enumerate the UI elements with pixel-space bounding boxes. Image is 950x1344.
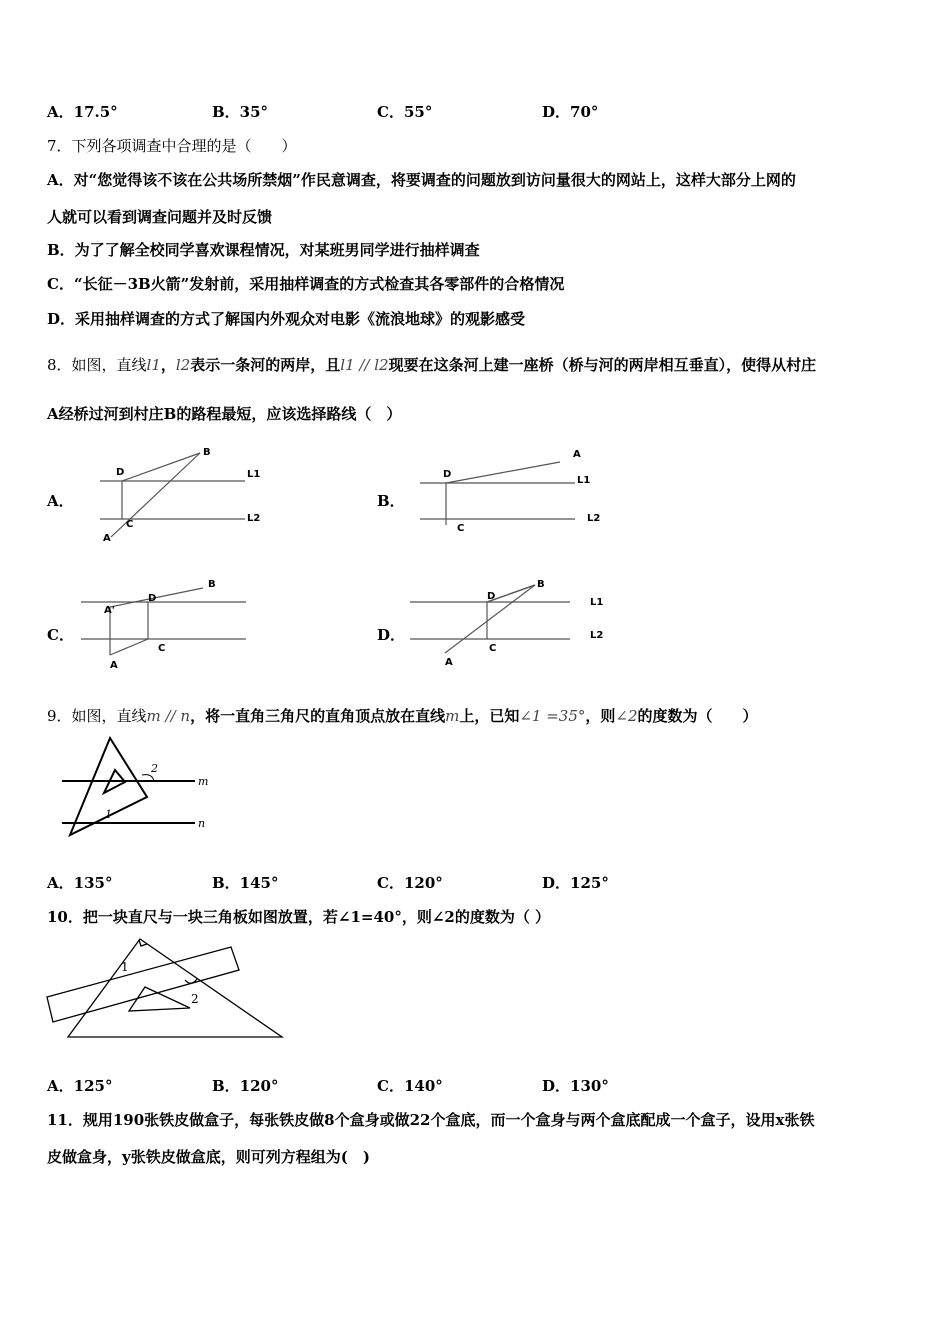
q8a-label-L1: L1: [247, 469, 261, 480]
q8a-label-A: A: [103, 533, 111, 544]
q7-stem: 7．下列各项调查中合理的是（ ）: [47, 137, 297, 155]
q8c-label-Aprime: A': [104, 605, 115, 616]
q9-line-m-label: m: [198, 775, 209, 788]
q10-option-b: B．120°: [212, 1077, 279, 1095]
q9-figure: [60, 735, 220, 845]
q9-text3: ，则: [585, 707, 616, 725]
q9-line-n-label: n: [198, 817, 206, 830]
q9-angle2-label: 2: [151, 762, 158, 775]
q8c-label-C: C: [158, 643, 166, 654]
q8c-label-A: A: [110, 660, 118, 671]
q8d-label-A: A: [445, 657, 453, 668]
q7-option-d: D．采用抽样调查的方式了解国内外观众对电影《流浪地球》的观影感受: [47, 310, 526, 328]
q9-m: m: [445, 707, 460, 725]
q8-l2: l2: [175, 356, 191, 374]
q9-angle2: ∠2: [615, 707, 638, 725]
q8-figure-b: [415, 445, 615, 545]
q9-angle1-label: 1: [105, 808, 112, 821]
q9-option-d: D．125°: [542, 874, 609, 892]
q8-label-a: A．: [47, 492, 74, 510]
q8b-label-D: D: [443, 469, 452, 480]
q8-number: 8．如图，直线: [47, 356, 147, 374]
q10-option-a: A．125°: [47, 1077, 113, 1095]
q10-stem: 10．把一块直尺与一块三角板如图放置，若∠1=40°，则∠2的度数为（ ）: [47, 908, 551, 926]
q9-option-b: B．145°: [212, 874, 279, 892]
q10-angle2-label: 2: [191, 992, 199, 1006]
q8-figure-a: [95, 445, 295, 545]
q11-stem-line1: 11．规用190张铁皮做盒子，每张铁皮做8个盒身或做22个盒底，而一个盒身与两个盒底配成一个盒子，设用x张铁: [47, 1111, 815, 1129]
q8a-label-C: C: [126, 519, 134, 530]
q8b-label-C: C: [457, 523, 465, 534]
q9-mn: m // n: [146, 707, 191, 725]
q9-number: 9．如图，直线: [47, 707, 147, 725]
q10-option-c: C．140°: [377, 1077, 443, 1095]
q7-option-a-line1: A．对“您觉得该不该在公共场所禁烟”作民意调查，将要调查的问题放到访问量很大的网站上，这样大部分上网的: [47, 171, 796, 189]
q6-option-d: D．70°: [542, 103, 599, 121]
q8d-label-B: B: [537, 579, 545, 590]
q10-angle1-label: 1: [121, 960, 129, 974]
q9-option-a: A．135°: [47, 874, 113, 892]
q8a-label-D: D: [116, 467, 125, 478]
q8-label-b: B．: [377, 492, 405, 510]
q8-label-d: D．: [377, 626, 406, 644]
q9-text1: ，将一直角三角尺的直角顶点放在直线: [190, 707, 446, 725]
q8-stem-line2: A经桥过河到村庄B的路程最短，应该选择路线（ ）: [47, 405, 402, 423]
q7-option-b: B．为了了解全校同学喜欢课程情况，对某班男同学进行抽样调查: [47, 241, 480, 259]
q6-option-a: A．17.5°: [47, 103, 118, 121]
q8d-label-D: D: [487, 591, 496, 602]
q9-text4: 的度数为（ ）: [637, 707, 758, 725]
q8a-label-L2: L2: [247, 513, 261, 524]
q8-stem-line1: [47, 355, 816, 375]
q10-option-d: D．130°: [542, 1077, 609, 1095]
q7-option-a-line2: 人就可以看到调查问题并及时反馈: [47, 208, 273, 226]
q8-mid: 表示一条河的两岸，且: [190, 356, 341, 374]
q11-stem-line2: 皮做盒身，y张铁皮做盒底，则可列方程组为( ): [47, 1148, 370, 1166]
q9-option-c: C．120°: [377, 874, 443, 892]
q8b-label-A: A: [573, 449, 581, 460]
q8d-label-L1: L1: [590, 597, 604, 608]
q8-figure-d: [405, 575, 625, 675]
q8b-label-L2: L2: [587, 513, 601, 524]
q8d-label-L2: L2: [590, 630, 604, 641]
q10-figure: [45, 935, 295, 1045]
q8b-label-L1: L1: [577, 475, 591, 486]
q8-l1: l1: [146, 356, 161, 374]
q8c-label-D: D: [148, 593, 157, 604]
q9-text2: 上，已知: [459, 707, 520, 725]
q8-parallel: l1 // l2: [340, 356, 389, 374]
q8-comma: ，: [160, 356, 176, 374]
q8a-label-B: B: [203, 447, 211, 458]
q6-option-b: B．35°: [212, 103, 269, 121]
q8c-label-B: B: [208, 579, 216, 590]
q8-tail: 现要在这条河上建一座桥（桥与河的两岸相互垂直），使得从村庄: [388, 356, 817, 374]
q8-figure-c: [78, 575, 278, 675]
q7-option-c: C．“长征－3B火箭”发射前，采用抽样调查的方式检查其各零部件的合格情况: [47, 275, 565, 293]
q9-angle1: ∠1 =35°: [519, 707, 586, 725]
q8-label-c: C．: [47, 626, 74, 644]
q8d-label-C: C: [489, 643, 497, 654]
q6-option-c: C．55°: [377, 103, 433, 121]
q9-stem: [47, 706, 758, 726]
